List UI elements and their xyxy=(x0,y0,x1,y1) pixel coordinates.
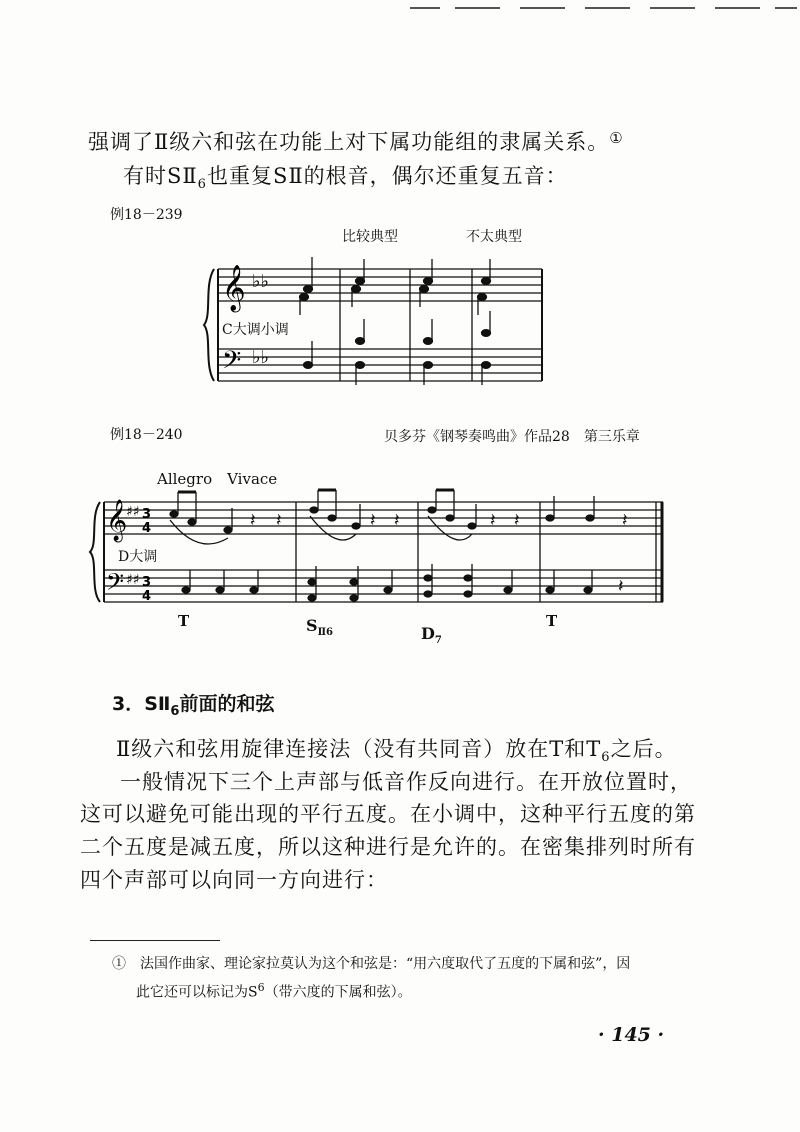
footnote-text: （带六度的下属和弦）。 xyxy=(264,984,412,1001)
svg-text:3: 3 xyxy=(142,507,152,522)
example-label: 例18－240 xyxy=(110,427,183,443)
svg-text:𝄽: 𝄽 xyxy=(394,510,400,531)
superscript: 6 xyxy=(257,981,265,994)
section-line-4: 二个五度是减五度，所以这种进行是允许的。在密集排列时所有 xyxy=(80,835,696,859)
section-line-2: 一般情况下三个上声部与低音作反向进行。在开放位置时， xyxy=(120,770,692,794)
chord-label-s xyxy=(306,616,333,638)
footnote-divider xyxy=(90,940,220,941)
svg-text:𝄽: 𝄽 xyxy=(490,510,496,531)
top-edge-dashes xyxy=(405,2,800,14)
section-line-5: 四个声部可以向同一方向进行： xyxy=(80,868,388,892)
subscript: 6 xyxy=(197,177,207,193)
svg-text:4: 4 xyxy=(142,589,152,604)
footnote-reference: ① xyxy=(609,129,624,147)
footnote-marker: ① xyxy=(112,956,126,972)
key-label: D大调 xyxy=(118,546,157,566)
chord-subscript: Ⅱ6 xyxy=(317,627,333,639)
section-heading xyxy=(112,689,274,719)
example-label: 例18－239 xyxy=(110,207,183,223)
svg-text:♯♯: ♯♯ xyxy=(126,504,140,520)
svg-text:♯♯: ♯♯ xyxy=(126,572,140,588)
source-citation: 贝多芬《钢琴奏鸣曲》作品28 第三乐章 xyxy=(384,429,640,445)
section-line-3: 这可以避免可能出现的平行五度。在小调中，这种平行五度的第 xyxy=(80,802,696,826)
svg-text:♭♭: ♭♭ xyxy=(252,347,269,368)
section-line-1 xyxy=(116,733,677,765)
svg-text:𝄽: 𝄽 xyxy=(250,510,256,531)
treble-clef-icon: 𝄞 xyxy=(106,500,128,541)
key-label: C大调小调 xyxy=(222,319,289,339)
treble-clef-icon: 𝄞 xyxy=(222,265,246,311)
svg-text:♭♭: ♭♭ xyxy=(252,271,269,292)
chord-label-d xyxy=(421,624,442,646)
chord-subscript: 7 xyxy=(434,635,442,647)
heading-text: 前面的和弦 xyxy=(179,693,275,715)
score-example-2 xyxy=(88,486,668,616)
footnote-line-2 xyxy=(112,976,630,1005)
annotation-less-typical: 不太典型 xyxy=(466,229,522,245)
paragraph-text: 强调了Ⅱ级六和弦在功能上对下属功能组的隶属关系。 xyxy=(88,130,610,154)
svg-text:4: 4 xyxy=(142,521,152,536)
footnote-text: 此它还可以标记为S xyxy=(136,984,258,1001)
paragraph-text: 也重复SⅡ的根音，偶尔还重复五音： xyxy=(206,164,568,188)
bass-clef-icon: 𝄢 xyxy=(222,346,242,381)
paragraph-text: Ⅱ级六和弦用旋律连接法（没有共同音）放在T和T xyxy=(116,737,602,761)
chord-letter: S xyxy=(306,616,318,635)
heading-text: 3．SⅡ xyxy=(112,693,171,715)
svg-text:𝄽: 𝄽 xyxy=(514,510,520,531)
chord-label-t: T xyxy=(178,612,190,630)
subscript: 6 xyxy=(170,703,180,719)
paragraph-line-2 xyxy=(123,160,568,192)
chord-letter: D xyxy=(421,624,435,643)
subscript: 6 xyxy=(601,750,611,766)
svg-text:𝄽: 𝄽 xyxy=(370,510,376,531)
svg-text:𝄽: 𝄽 xyxy=(622,510,628,531)
bass-clef-icon: 𝄢 xyxy=(106,568,125,601)
paragraph-text: 之后。 xyxy=(610,737,677,761)
chord-label-t: T xyxy=(546,612,558,630)
svg-text:𝄽: 𝄽 xyxy=(276,510,282,531)
page-number: · 145 · xyxy=(598,1024,665,1046)
footnote-text: 法国作曲家、理论家拉莫认为这个和弦是：“用六度取代了五度的下属和弦”，因 xyxy=(140,956,631,972)
footnote-line-1 xyxy=(112,952,630,976)
tempo-marking: Allegro Vivace xyxy=(157,470,278,488)
annotation-typical: 比较典型 xyxy=(342,229,398,245)
paragraph-line-1 xyxy=(88,126,624,156)
paragraph-text: 有时SⅡ xyxy=(123,164,198,188)
footnote xyxy=(112,952,630,1005)
svg-text:𝄽: 𝄽 xyxy=(618,576,624,597)
svg-text:3: 3 xyxy=(142,575,152,590)
